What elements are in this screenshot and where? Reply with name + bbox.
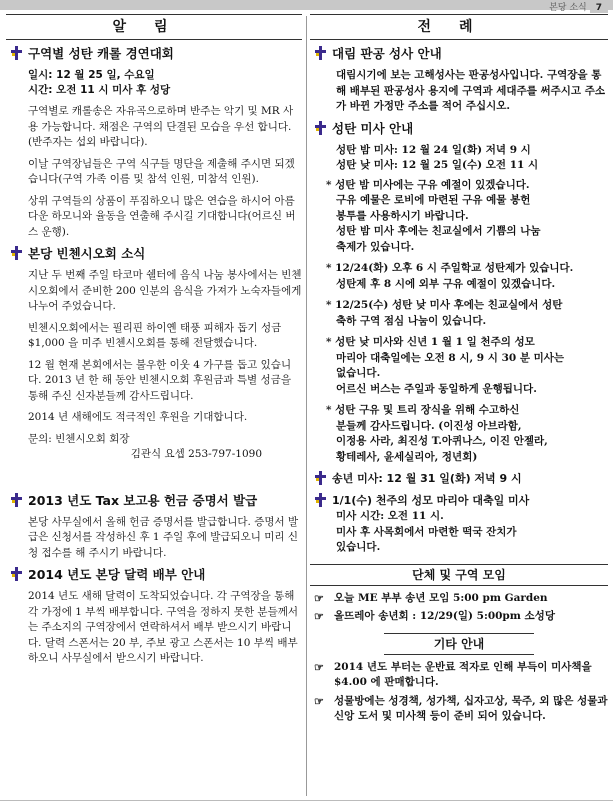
pointing-hand-icon: ☞ (314, 610, 324, 623)
left-column (6, 14, 302, 673)
paragraph: 지난 두 번째 주일 타코마 쉘터에 음식 나눔 봉사에서는 빈첸시오회에서 준비한 200 인분의 음식을 가져가 노숙자들에게 나누어 주었습니다. (28, 269, 302, 312)
list-item: ☞ 올뜨레아 송년회 : 12/29(일) 5:00pm 소성당 (314, 610, 555, 623)
right-column-title: 전례 (310, 14, 608, 40)
paragraph: 본당 사무실에서 올해 헌금 증명서를 발급합니다. 증명서 발급은 신청서를 작성하신 후 1 주일 후에 발급되오니 미리 신청 접수를 해 주시기 바랍니다. (28, 515, 299, 559)
note-item: * 12/24(화) 오후 6 시 주일학교 성탄제가 있습니다. 성탄제 후 8 시에 외부 구유 예절이 있겠습니다. (326, 262, 574, 290)
section-title: 1/1(수) 천주의 성모 마리아 대축일 미사 (332, 494, 530, 507)
cross-icon (10, 246, 22, 260)
event-time: 시간: 오전 11 시 미사 후 성당 (28, 84, 171, 96)
left-column-title: 알림 (6, 14, 302, 40)
note-item: * 12/25(수) 성탄 낮 미사 후에는 친교실에서 성탄 축하 구역 점심 나눔이 있습니다. (326, 299, 563, 327)
section-heading (310, 121, 608, 137)
section-heading (310, 471, 608, 487)
section-title: 성탄 미사 안내 (332, 120, 414, 136)
paragraph: 2014 년도 새해 달력이 도착되었습니다. 각 구역장을 통해 각 가정에 1 부씩 배부합니다. 구역을 정하지 못한 분들께서는 주소지의 구역장에서 연락하셔서 배부 받으시기 바랍니다. 달력 스폰서는 20 부, 주보 광고 스폰서는 10 부씩 배부하오니 사무실에서 받으시기 바랍니다. (28, 590, 299, 664)
cross-icon (314, 46, 326, 60)
cross-icon (10, 567, 22, 581)
contact-name: 김관식 요셉 253-797-1090 (130, 448, 262, 460)
section-title: 2014 년도 본당 달력 배부 안내 (28, 567, 206, 582)
section-heading (6, 493, 302, 509)
section-heading (6, 46, 302, 62)
pointing-hand-icon: ☞ (314, 660, 324, 674)
section-title: 본당 빈첸시오회 소식 (28, 246, 146, 261)
note-item: * 성탄 낮 미사와 신년 1 월 1 일 천주의 성모 마리아 대축일에는 오전 8 시, 9 시 30 분 미사는 없습니다. 어르신 버스는 주일과 동일하게 운행됩니다. (326, 336, 565, 395)
section-heading (6, 567, 302, 583)
section-title: 송년 미사: 12 월 31 일(화) 저녁 9 시 (332, 472, 522, 485)
event-date: 일시: 12 월 25 일, 수요일 (28, 69, 155, 81)
line: 있습니다. (336, 541, 381, 553)
header-band (0, 0, 613, 10)
cross-icon (10, 493, 22, 507)
section-name: 본당 소식 (549, 3, 587, 13)
mass-time: 성탄 낮 미사: 12 월 25 일(수) 오전 11 시 (336, 159, 539, 171)
contact-label: 문의: 빈첸시오회 회장 (28, 432, 130, 445)
column-divider (306, 16, 307, 796)
paragraph: 이날 구역장님들은 구역 식구들 명단을 제출해 주시면 되겠습니다(구역 가족 이름 및 참석 인원, 미참석 인원). (28, 157, 295, 185)
note-item: * 성탄 구유 및 트리 장식을 위해 수고하신 분들께 감사드립니다. (이진성 아브라함, 이정용 사라, 최진성 T.아퀴나스, 이진 안젤라, 황테레사, 윤세실리아, 정년회) (326, 404, 548, 463)
section-heading (6, 246, 302, 262)
pointing-hand-icon: ☞ (314, 591, 324, 605)
footer-rule (0, 800, 613, 801)
paragraph: 2014 년 새해에도 적극적인 후원을 기대합니다. (28, 411, 248, 423)
group-meetings-title: 단체 및 구역 모임 (310, 564, 608, 586)
line: 미사 시간: 오전 11 시. (336, 510, 444, 522)
section-title: 2013 년도 Tax 보고용 헌금 증명서 발급 (28, 492, 258, 508)
cross-icon (314, 493, 326, 507)
line: 미사 후 사목회에서 마련한 떡국 잔치가 (336, 525, 517, 538)
cross-icon (10, 46, 22, 60)
list-item: ☞ 오늘 ME 부부 송년 모임 5:00 pm Garden (314, 591, 548, 605)
list-item: ☞ 2014 년도 부터는 운반료 적자로 인해 부득이 미사책을 $4.00 에 판매합니다. (314, 660, 592, 688)
list-item: ☞ 성물방에는 성경책, 성가책, 십자고상, 묵주, 외 많은 성물과 신앙 도서 및 미사책 등이 준비 되어 있습니다. (314, 694, 608, 722)
section-heading (310, 493, 608, 509)
cross-icon (314, 121, 326, 135)
section-title: 구역별 성탄 캐롤 경연대회 (28, 46, 174, 61)
paragraph: 상위 구역들의 상품이 푸짐하오니 많은 연습을 하시어 아름다운 하모니와 율동을 연출해 주시길 기대합니다(어르신 버스 운행). (28, 194, 296, 238)
right-column (310, 14, 608, 728)
paragraph: 대림시기에 보는 고해성사는 판공성사입니다. 구역장을 통해 배부된 판공성사 용지에 구역과 세대주를 써주시고 주소가 바뀐 가정만 주소를 적어 주십시오. (336, 69, 606, 112)
page-number: 7 (590, 3, 608, 13)
page-header (549, 0, 608, 13)
paragraph: 빈첸시오회에서는 필리핀 하이옌 태풍 피해자 돕기 성금 $1,000 을 미주 빈첸시오회를 통해 전달했습니다. (28, 321, 282, 349)
mass-time: 성탄 밤 미사: 12 월 24 일(화) 저녁 9 시 (336, 143, 531, 156)
pointing-hand-icon: ☞ (314, 694, 324, 708)
section-title: 대림 판공 성사 안내 (332, 46, 442, 61)
note-item: * 성탄 밤 미사에는 구유 예절이 있겠습니다. 구유 예물은 로비에 마련된 구유 예물 봉헌 봉투를 사용하시기 바랍니다. 성탄 밤 미사 후에는 친교실에서 기쁨의 나눔 축제가 있습니다. (326, 178, 541, 253)
paragraph: 12 월 현재 본회에서는 불우한 이웃 4 가구를 돕고 있습니다. 2013 년 한 해 동안 빈첸시오회 후원금과 특별 성금을 통해 주신 신자분들께 감사드립니다. (28, 358, 292, 402)
section-heading (310, 46, 608, 62)
cross-icon (314, 471, 326, 485)
paragraph: 구역별로 캐롤송은 자유곡으로하며 반주는 악기 및 MR 사용 가능합니다. 채점은 구역의 단결된 모습을 우선 합니다. (반주자는 섭외 바랍니다). (28, 105, 294, 148)
other-notices-title: 기타 안내 (384, 633, 534, 655)
